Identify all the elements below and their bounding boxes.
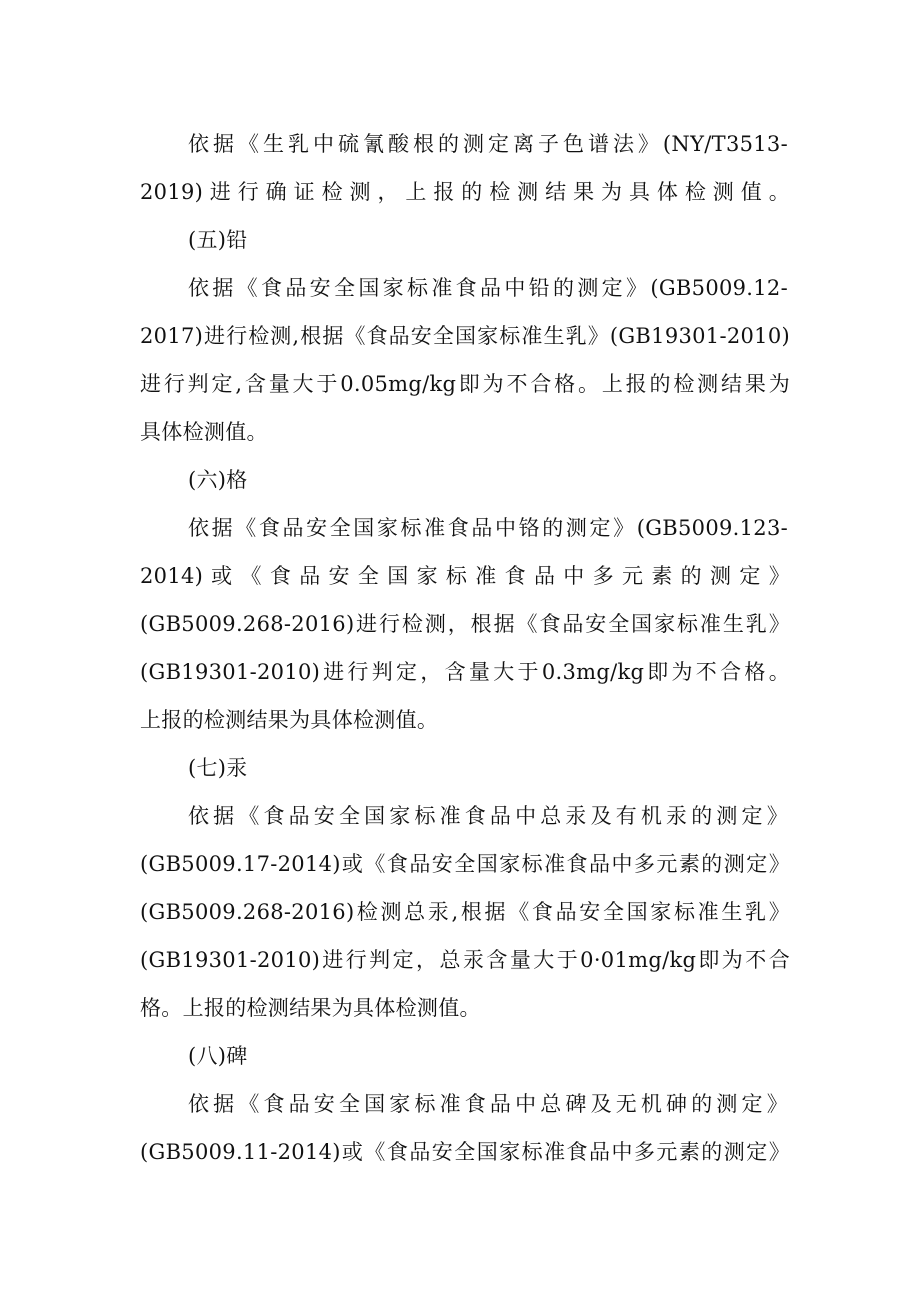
paragraph-line: 依据《食品安全国家标准食品中铅的测定》(GB5009.12- [188,276,788,300]
paragraph-line: 进行判定,含量大于0.05mg/kg即为不合格。上报的检测结果为 [140,372,790,396]
paragraph-line: 2019)进行确证检测，上报的检测结果为具体检测值。 [140,180,790,204]
paragraph-line: 2017)进行检测,根据《食品安全国家标准生乳》(GB19301-2010) [140,324,790,348]
paragraph-line: 依据《食品安全国家标准食品中总碑及无机砷的测定》 [188,1092,788,1116]
paragraph-line: 格。上报的检测结果为具体检测值。 [140,996,481,1020]
paragraph-line: (GB5009.11-2014)或《食品安全国家标准食品中多元素的测定》 [140,1140,790,1164]
section-heading-lead: (五)铅 [188,228,248,252]
section-heading-mercury: (七)汞 [188,756,248,780]
paragraph-line: 依据《生乳中硫氰酸根的测定离子色谱法》(NY/T3513- [188,132,788,156]
paragraph-line: (GB19301-2010)进行判定，总汞含量大于0·01mg/kg即为不合 [140,948,790,972]
paragraph-line: 2014)或《食品安全国家标准食品中多元素的测定》 [140,564,790,588]
paragraph-line: (GB5009.268-2016)检测总汞,根据《食品安全国家标准生乳》 [140,900,790,924]
paragraph-line: (GB5009.268-2016)进行检测，根据《食品安全国家标准生乳》 [140,612,790,636]
paragraph-line: 依据《食品安全国家标准食品中铬的测定》(GB5009.123- [188,516,788,540]
paragraph-line: 上报的检测结果为具体检测值。 [140,708,439,732]
section-heading-chromium: (六)格 [188,468,248,492]
paragraph-line: (GB19301-2010)进行判定，含量大于0.3mg/kg即为不合格。 [140,660,790,684]
paragraph-line: 依据《食品安全国家标准食品中总汞及有机汞的测定》 [188,804,788,828]
paragraph-line: 具体检测值。 [140,420,268,444]
paragraph-line: (GB5009.17-2014)或《食品安全国家标准食品中多元素的测定》 [140,852,790,876]
section-heading-arsenic: (八)碑 [188,1044,248,1068]
